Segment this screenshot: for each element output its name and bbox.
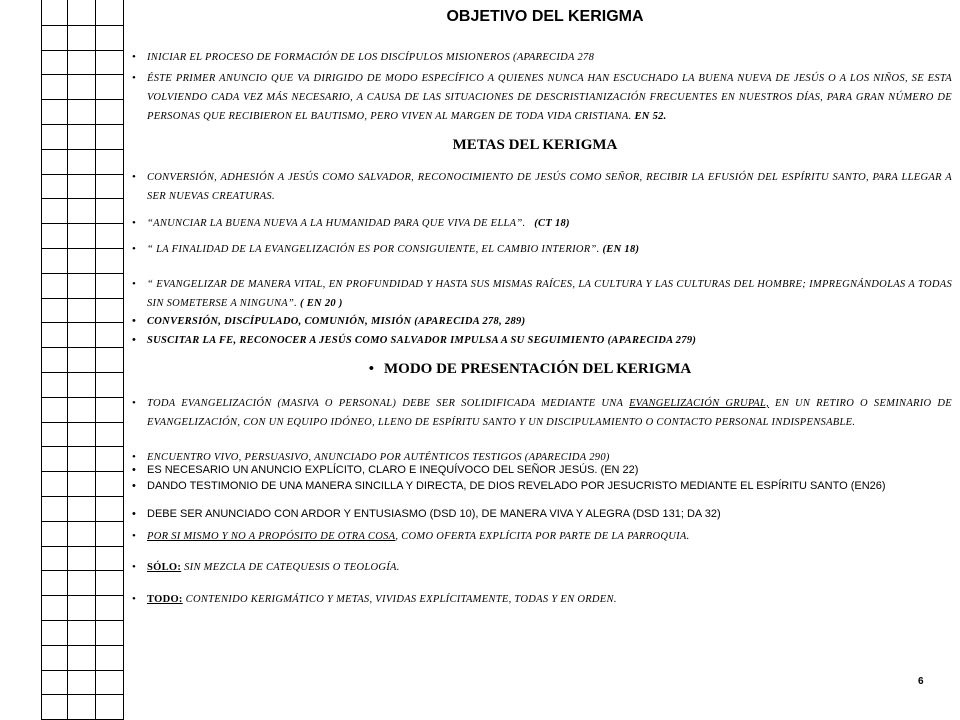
modo-item-6-text: , COMO OFERTA EXPLÍCITA POR PARTE DE LA PARROQUIA. <box>395 531 690 542</box>
objetivo-item-2-ref: EN 52. <box>634 111 667 122</box>
grid-row-line <box>42 25 123 26</box>
grid-row-line <box>42 372 123 373</box>
grid-row-line <box>42 174 123 175</box>
grid-row-line <box>42 471 123 472</box>
modo-item-5: • DEBE SER ANUNCIADO CON ARDOR Y ENTUSIASMO (DSD 10), DE MANERA VIVA Y ALEGRA (DSD 131; DA 32) <box>147 508 952 521</box>
modo-title-text: MODO DE PRESENTACIÓN DEL KERIGMA <box>384 361 692 377</box>
grid-row-line <box>42 124 123 125</box>
modo-item-1-underlined: EVANGELIZACIÓN GRUPAL, <box>629 398 770 409</box>
metas-item-5: • CONVERSIÓN, DISCÍPULADO, COMUNIÓN, MISIÓN (APARECIDA 278, 289) <box>147 312 952 331</box>
grid-row-line <box>42 645 123 646</box>
grid-row-line <box>42 322 123 323</box>
grid-row-line <box>42 248 123 249</box>
modo-item-8-label: TODO: <box>147 594 183 605</box>
modo-item-8 <box>147 590 952 609</box>
metas-item-3 <box>147 240 952 259</box>
modo-item-7-text: SIN MEZCLA DE CATEQUESIS O TEOLOGÍA. <box>181 562 400 573</box>
grid-row-line <box>42 446 123 447</box>
metas-item-2-text: “ANUNCIAR LA BUENA NUEVA A LA HUMANIDAD PARA QUE VIVA DE ELLA”. <box>147 218 526 229</box>
metas-item-6: • SUSCITAR LA FE, RECONOCER A JESÚS COMO SALVADOR IMPULSA A SU SEGUIMIENTO (APARECIDA 279) <box>147 331 952 350</box>
modo-item-1-text-a: TODA EVANGELIZACIÓN (MASIVA O PERSONAL) DEBE SER SOLIDIFICADA MEDIANTE UNA <box>147 398 624 409</box>
grid-row-line <box>42 198 123 199</box>
modo-title <box>300 361 760 378</box>
modo-item-2: • ENCUENTRO VIVO, PERSUASIVO, ANUNCIADO POR AUTÉNTICOS TESTIGOS (APARECIDA 290) <box>147 448 952 467</box>
grid-row-line <box>42 595 123 596</box>
metas-title: METAS DEL KERIGMA <box>452 137 618 153</box>
metas-item-1: • CONVERSIÓN, ADHESIÓN A JESÚS COMO SALVADOR, RECONOCIMIENTO DE JESÚS COMO SEÑOR, RECIBIR LA EFUSIÓN DEL ESPÍRITU SANTO, PARA LLEGAR A SER NUEVAS CREATURAS. <box>147 168 952 206</box>
grid-row-line <box>42 694 123 695</box>
grid-row-line <box>42 99 123 100</box>
grid-row-line <box>42 546 123 547</box>
grid-row-line <box>42 149 123 150</box>
modo-title-bullet: • <box>368 361 374 377</box>
grid-row-line <box>42 347 123 348</box>
metas-item-4-ref: ( EN 20 ) <box>299 298 343 309</box>
objetivo-item-2-text: ÉSTE PRIMER ANUNCIO QUE VA DIRIGIDO DE MODO ESPECÍFICO A QUIENES NUNCA HAN ESCUCHADO LA BUENA NUEVA DE JESÚS O A LOS NIÑOS, SE ESTA VOLVIENDO CADA VEZ MÁS NECESARIO, A CAUSA DE LAS SITUACIONES DE DESCRISTIANIZACIÓN FRECUENTES EN NUESTROS DÍAS, PARA GRAN NÚMERO DE PERSONAS QUE RECIBIERON EL BAUTISMO, PERO VIVEN AL MARGEN DE TODA VIDA CRISTIANA. <box>147 73 952 122</box>
objetivo-title: OBJETIVO DEL KERIGMA <box>446 8 644 25</box>
grid-row-line <box>42 422 123 423</box>
grid-column-line <box>95 0 96 720</box>
page-number: 6 <box>918 676 924 687</box>
grid-row-line <box>42 521 123 522</box>
grid-column-line <box>67 0 68 720</box>
metas-item-4-text: “ EVANGELIZAR DE MANERA VITAL, EN PROFUNDIDAD Y HASTA SUS MISMAS RAÍCES, LA CULTURA Y LAS CULTURAS DEL HOMBRE; IMPREGNÁNDOLAS A TODAS SIN SOMETERSE A NINGUNA”. <box>147 279 952 309</box>
modo-item-6 <box>147 527 952 546</box>
left-grid-decoration <box>41 0 124 720</box>
grid-row-line <box>42 298 123 299</box>
metas-item-2-ref: (CT 18) <box>534 218 570 229</box>
grid-row-line <box>42 397 123 398</box>
metas-item-2 <box>147 214 952 233</box>
objetivo-item-1: • INICIAR EL PROCESO DE FORMACIÓN DE LOS DISCÍPULOS MISIONEROS (APARECIDA 278 <box>147 48 952 67</box>
grid-row-line <box>42 496 123 497</box>
grid-row-line <box>42 570 123 571</box>
modo-item-8-text: CONTENIDO KERIGMÁTICO Y METAS, VIVIDAS EXPLÍCITAMENTE, TODAS Y EN ORDEN. <box>182 594 617 605</box>
modo-item-7-label: SÓLO: <box>147 562 182 573</box>
grid-row-line <box>42 670 123 671</box>
grid-row-line <box>42 74 123 75</box>
grid-row-line <box>42 223 123 224</box>
modo-item-3: • ES NECESARIO UN ANUNCIO EXPLÍCITO, CLARO E INEQUÍVOCO DEL SEÑOR JESÚS. (EN 22) <box>147 464 952 477</box>
metas-item-4 <box>147 275 952 313</box>
modo-item-1 <box>147 394 952 432</box>
grid-row-line <box>42 50 123 51</box>
grid-row-line <box>42 620 123 621</box>
metas-item-3-ref: (EN 18) <box>602 244 640 255</box>
modo-item-4: • DANDO TESTIMONIO DE UNA MANERA SINCILLA Y DIRECTA, DE DIOS REVELADO POR JESUCRISTO MEDIANTE EL ESPÍRITU SANTO (EN26) <box>147 481 952 492</box>
metas-item-3-text: “ LA FINALIDAD DE LA EVANGELIZACIÓN ES POR CONSIGUIENTE, EL CAMBIO INTERIOR”. <box>147 244 600 255</box>
grid-row-line <box>42 273 123 274</box>
modo-item-7 <box>147 558 952 577</box>
modo-item-6-underlined: POR SI MISMO Y NO A PROPÓSITO DE OTRA COSA <box>147 531 396 542</box>
modo-item-1-text-b: EN UN RETIRO O SEMINARIO DE EVANGELIZACIÓN, CON UN EQUIPO IDÓNEO, LLENO DE ESPÍRITU SANTO Y UN DISCIPULAMIENTO O CONTACTO PERSONAL INDISPENSABLE. <box>147 398 952 428</box>
objetivo-item-2 <box>147 69 952 126</box>
